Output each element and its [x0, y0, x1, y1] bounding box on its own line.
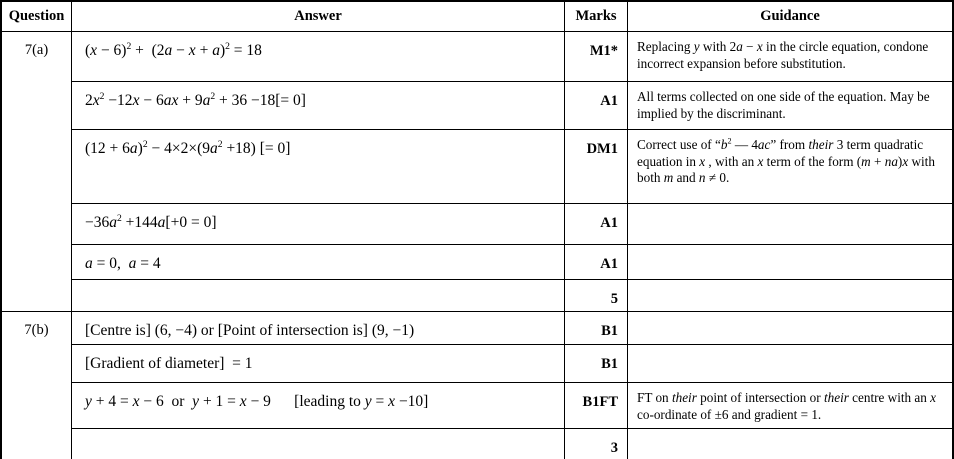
question-block-7a [2, 32, 952, 312]
mark-scheme-row [72, 345, 952, 383]
header-guidance: Guidance [760, 8, 820, 24]
answer-cell: $(12 + 6a)^2 - 4\times 2\times(9a^2 +18)$ [= 0] [72, 130, 565, 203]
answer-cell: $2x^2 -12x - 6ax + 9a^2 + 36 -18[= 0]$ [72, 82, 565, 129]
question-label: 7(a) [2, 32, 72, 311]
question-label: 7(b) [2, 312, 72, 459]
answer-cell: a = 0, a = 4 [72, 245, 565, 279]
marks-cell: B1 [565, 345, 628, 382]
table-header-row [2, 2, 952, 32]
question-block-7b [2, 312, 952, 459]
marks-cell: A1 [565, 245, 628, 279]
guidance-cell: Replacing y with 2a − x in the circle equation, condone incorrect expansion before substitution. [637, 39, 929, 71]
answer-cell: y + 4 = x − 6 or y + 1 = x − 9 [leading to y = x −10] [72, 383, 565, 428]
marks-cell: M1* [565, 32, 628, 81]
header-marks: Marks [565, 2, 628, 31]
mark-scheme-row [72, 130, 952, 204]
answer-cell: [Centre is] (6, −4) or [Point of intersection is] (9, −1) [72, 312, 565, 344]
guidance-cell [628, 345, 952, 382]
guidance-cell [628, 245, 952, 279]
marks-cell: DM1 [565, 130, 628, 203]
answer-cell: $(x - 6)^2 + (2a - x + a)^2 = 18$ [72, 32, 565, 81]
guidance-cell [628, 429, 952, 459]
mark-scheme-row [72, 82, 952, 130]
marks-cell: B1 [565, 312, 628, 344]
guidance-cell [628, 204, 952, 244]
mark-scheme-row [72, 204, 952, 245]
answer-cell: $-36a^2 +144a[+0 = 0]$ [72, 204, 565, 244]
marks-cell: A1 [565, 82, 628, 129]
marks-cell: 3 [565, 429, 628, 459]
mark-scheme-row [72, 245, 952, 280]
total-marks-row [72, 280, 952, 311]
answer-cell [72, 280, 565, 311]
guidance-cell: All terms collected on one side of the equation. May be implied by the discriminant. [637, 89, 930, 121]
guidance-cell [628, 280, 952, 311]
marks-cell: 5 [565, 280, 628, 311]
mark-scheme-row [72, 32, 952, 82]
guidance-cell: FT on their point of intersection or their centre with an x co-ordinate of ±6 and gradient = 1. [637, 390, 937, 422]
marks-cell: A1 [565, 204, 628, 244]
answer-cell: [Gradient of diameter] = 1 [72, 345, 565, 382]
mark-scheme-row [72, 312, 952, 345]
header-question: Question [2, 2, 72, 31]
total-marks-row [72, 429, 952, 459]
guidance-cell [628, 312, 952, 344]
mark-scheme-row [72, 383, 952, 429]
marks-cell: B1FT [565, 383, 628, 428]
answer-cell [72, 429, 565, 459]
guidance-cell: Correct use of “$b^2$ — 4ac” from their 3 term quadratic equation in x , with an x term of the form (m + na)x with both m and n ≠ 0. [637, 136, 935, 185]
header-answer: Answer [72, 2, 565, 31]
